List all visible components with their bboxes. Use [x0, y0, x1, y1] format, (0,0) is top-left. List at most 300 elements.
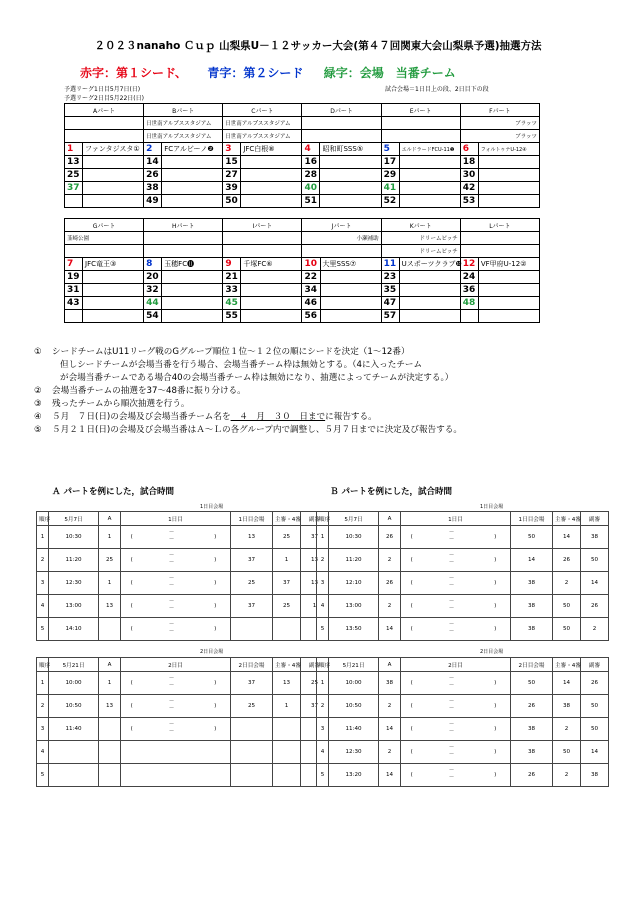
match-order: 4: [317, 741, 329, 764]
schedule-row: [317, 572, 609, 595]
away-team: 37: [231, 672, 273, 695]
draw-slot-team: [478, 169, 539, 182]
score-middle: － －: [423, 595, 481, 618]
kickoff-time: 14:10: [49, 618, 99, 641]
draw-slot-number: 16: [302, 156, 320, 169]
schedule-a-day1-label: 1日目会場: [200, 504, 224, 510]
score-open-paren: (: [121, 526, 143, 549]
draw-slot-team: [241, 297, 302, 310]
draw-table-bottom: [64, 218, 540, 323]
venue-cell: 小瀬補助: [302, 232, 381, 245]
schedule-header-cell: A: [379, 512, 401, 526]
score-open-paren: (: [121, 695, 143, 718]
venue-row: [65, 117, 540, 130]
note-text: ５月２１日(日)の会場及び会場当番はＡ～Ｌの各グループ内で調整し、５月７日までに決定及び報告する。: [52, 425, 462, 435]
kickoff-time: 13:20: [329, 764, 379, 787]
score-close-paren: ): [201, 718, 231, 741]
schedule-a-day1-table: [36, 511, 329, 641]
schedule-row: [37, 549, 329, 572]
referee-main: 50: [553, 741, 581, 764]
seed-team-name: Uスポーツクラブ❿: [399, 258, 460, 271]
schedule-header-cell: A: [99, 512, 121, 526]
home-team: 1: [99, 526, 121, 549]
away-team: 26: [511, 764, 553, 787]
kickoff-time: 11:20: [49, 549, 99, 572]
score-open-paren: (: [121, 549, 143, 572]
schedule-row: [37, 764, 329, 787]
venue-cell: 日世南アルプススタジアム: [144, 117, 223, 130]
away-team: 14: [511, 549, 553, 572]
away-team: 38: [511, 572, 553, 595]
score-open-paren: (: [401, 672, 423, 695]
away-team: 50: [511, 526, 553, 549]
note-line: [34, 346, 462, 359]
score-open-paren: (: [401, 695, 423, 718]
draw-slot-number: [65, 310, 83, 323]
home-team: 25: [99, 549, 121, 572]
note-line: [34, 398, 462, 411]
schedule-header-cell: 副審: [581, 658, 609, 672]
draw-slot-team: [320, 297, 381, 310]
home-team: 14: [379, 764, 401, 787]
match-order: 5: [37, 764, 49, 787]
note-mark: ④: [34, 412, 42, 422]
away-team: 38: [511, 618, 553, 641]
match-order: 2: [37, 549, 49, 572]
note-line: [34, 385, 462, 398]
seed-number: 10: [302, 258, 320, 271]
draw-slot-team: [83, 271, 144, 284]
note-deadline: ４ 月 ３０ 日まで: [230, 412, 326, 422]
draw-slot-number: 55: [223, 310, 241, 323]
match-order: 4: [37, 741, 49, 764]
part-header: Bパート: [144, 104, 223, 117]
venue-cell: [460, 245, 539, 258]
draw-slot-number: 20: [144, 271, 162, 284]
score-middle: － －: [423, 526, 481, 549]
draw-slot-team: [83, 195, 144, 208]
draw-slot-team: [320, 310, 381, 323]
draw-slot-team: [241, 284, 302, 297]
referee-main: 38: [553, 695, 581, 718]
draw-slot-team: [83, 182, 144, 195]
referee-assistant: 37: [301, 695, 329, 718]
draw-slot-number: 47: [381, 297, 399, 310]
schedule-header-cell: 1日目: [121, 512, 231, 526]
draw-slot-number: 21: [223, 271, 241, 284]
draw-slot-team: [162, 271, 223, 284]
seed-number: 12: [460, 258, 478, 271]
schedule-header-row: [37, 512, 329, 526]
draw-slot-number: 37: [65, 182, 83, 195]
match-order: 3: [317, 718, 329, 741]
match-order: 5: [37, 618, 49, 641]
note-mark: ⑤: [34, 425, 42, 435]
schedule-b-day1-table: [316, 511, 609, 641]
venue-cell: 韮崎公園: [65, 232, 144, 245]
schedule-header-row: [37, 658, 329, 672]
score-middle: － －: [423, 572, 481, 595]
kickoff-time: 13:00: [329, 595, 379, 618]
draw-table-top: [64, 103, 540, 208]
day2-date: 予選リーグ2日目5月22日(日): [64, 95, 144, 102]
score-open-paren: (: [401, 618, 423, 641]
away-team: 38: [511, 718, 553, 741]
page-title: ２０２３nanaho Ｃｕｐ 山梨県U－１２サッカー大会(第４７回関東大会山梨県予選)抽選方法: [94, 40, 542, 52]
schedule-row: [317, 695, 609, 718]
draw-slot-team: [478, 195, 539, 208]
venue-cell: 日世南アルプススタジアム: [223, 117, 302, 130]
kickoff-time: 11:20: [329, 549, 379, 572]
draw-slot-team: [83, 169, 144, 182]
score-open-paren: (: [121, 618, 143, 641]
schedule-header-cell: A: [99, 658, 121, 672]
home-team: 2: [379, 595, 401, 618]
seed-team-name: VF甲府U-12②: [478, 258, 539, 271]
home-team: 2: [379, 549, 401, 572]
part-header: Dパート: [302, 104, 381, 117]
schedule-header-cell: 順序: [37, 512, 49, 526]
venue-cell: 日世南アルプススタジアム: [223, 130, 302, 143]
seed-number: 3: [223, 143, 241, 156]
draw-slot-row: [65, 297, 540, 310]
referee-assistant: 26: [581, 672, 609, 695]
part-header: Lパート: [460, 219, 539, 232]
home-team: 2: [379, 695, 401, 718]
match-order: 2: [317, 695, 329, 718]
draw-slot-number: 27: [223, 169, 241, 182]
draw-slot-number: [65, 195, 83, 208]
schedule-row: [317, 526, 609, 549]
part-header-row: [65, 219, 540, 232]
seed-team-name: JFC白根⑧: [241, 143, 302, 156]
referee-assistant: 14: [581, 572, 609, 595]
score-middle: － －: [143, 718, 201, 741]
away-team: [231, 618, 273, 641]
draw-slot-team: [399, 297, 460, 310]
note-text: シードチームはU11リーグ戦のGグループ順位１位～１２位の順にシードを決定（1～12番）: [52, 347, 410, 357]
venue-cell: [302, 117, 381, 130]
schedule-a-title: Ａ パートを例にした，試合時間: [52, 487, 174, 497]
schedule-header-row: [317, 658, 609, 672]
referee-main: 2: [553, 572, 581, 595]
draw-slot-number: 18: [460, 156, 478, 169]
referee-main: [273, 741, 301, 764]
draw-slot-number: 23: [381, 271, 399, 284]
referee-main: 2: [553, 764, 581, 787]
score-close-paren: ): [201, 572, 231, 595]
referee-main: [273, 618, 301, 641]
seed-number: 7: [65, 258, 83, 271]
schedule-row: [37, 572, 329, 595]
seed-team-name: ファンタジスタ①: [83, 143, 144, 156]
note-line: [34, 372, 462, 385]
note-text: に報告する。: [325, 412, 377, 422]
score-close-paren: [201, 741, 231, 764]
venue-cell: [302, 245, 381, 258]
score-middle: － －: [143, 526, 201, 549]
home-team: [99, 618, 121, 641]
seed-team-name: 大里SSS⑦: [320, 258, 381, 271]
draw-slot-number: 34: [302, 284, 320, 297]
schedule-b-day2-label: 2日目会場: [480, 649, 504, 655]
home-team: 14: [379, 718, 401, 741]
score-close-paren: ): [481, 595, 511, 618]
score-open-paren: (: [401, 595, 423, 618]
note-line: [34, 424, 462, 437]
venue-note: 試合会場＝1日目上の段、2日目下の段: [385, 86, 489, 93]
draw-slot-team: [241, 182, 302, 195]
score-close-paren: ): [481, 764, 511, 787]
schedule-row: [317, 672, 609, 695]
seed-number: 9: [223, 258, 241, 271]
venue-cell: [144, 245, 223, 258]
venue-row: [65, 245, 540, 258]
draw-slot-team: [399, 271, 460, 284]
schedule-row: [37, 718, 329, 741]
note-text: 会場当番チームの抽選を37～48番に振り分ける。: [52, 386, 246, 396]
seed-team-name: 千塚FC⑥: [241, 258, 302, 271]
draw-slot-team: [399, 156, 460, 169]
draw-slot-number: 42: [460, 182, 478, 195]
draw-slot-row: [65, 310, 540, 323]
match-order: 4: [317, 595, 329, 618]
draw-slot-row: [65, 169, 540, 182]
draw-slot-number: 24: [460, 271, 478, 284]
schedule-row: [317, 764, 609, 787]
legend-venue-team: 緑字：会場 当番チーム: [323, 66, 456, 80]
schedule-header-cell: 2日目会場: [511, 658, 553, 672]
venue-cell: ブラッツ: [460, 117, 539, 130]
home-team: 13: [99, 595, 121, 618]
venue-cell: [144, 232, 223, 245]
draw-slot-number: 40: [302, 182, 320, 195]
referee-main: 14: [553, 526, 581, 549]
referee-main: 2: [553, 718, 581, 741]
seed-team-name: 玉穂FC⓫: [162, 258, 223, 271]
referee-main: [273, 718, 301, 741]
venue-cell: [65, 130, 144, 143]
match-order: 3: [37, 572, 49, 595]
schedule-row: [37, 741, 329, 764]
draw-slot-number: 36: [460, 284, 478, 297]
match-order: 1: [317, 526, 329, 549]
note-line: [34, 411, 462, 424]
draw-slot-team: [320, 156, 381, 169]
draw-slot-team: [162, 182, 223, 195]
seed-number: 8: [144, 258, 162, 271]
schedule-header-cell: 主審・4審: [553, 512, 581, 526]
score-middle: [143, 764, 201, 787]
part-header: Eパート: [381, 104, 460, 117]
draw-slot-team: [320, 169, 381, 182]
draw-slot-team: [241, 169, 302, 182]
schedule-row: [317, 549, 609, 572]
draw-slot-number: 28: [302, 169, 320, 182]
part-header: Hパート: [144, 219, 223, 232]
note-mark: ③: [34, 399, 42, 409]
match-order: 1: [37, 526, 49, 549]
score-open-paren: (: [121, 718, 143, 741]
schedule-header-cell: 1日目: [401, 512, 511, 526]
score-close-paren: ): [481, 526, 511, 549]
score-middle: － －: [143, 672, 201, 695]
seed-number: 6: [460, 143, 478, 156]
match-order: 1: [317, 672, 329, 695]
score-open-paren: (: [401, 549, 423, 572]
away-team: 26: [511, 695, 553, 718]
schedule-row: [37, 672, 329, 695]
kickoff-time: [49, 764, 99, 787]
draw-slot-team: [241, 195, 302, 208]
score-middle: － －: [143, 595, 201, 618]
referee-assistant: 2: [581, 618, 609, 641]
draw-slot-number: 25: [65, 169, 83, 182]
venue-cell: [381, 130, 460, 143]
note-text: 残ったチームから順次抽選を行う。: [52, 399, 190, 409]
home-team: [99, 764, 121, 787]
draw-slot-team: [162, 195, 223, 208]
kickoff-time: 12:10: [329, 572, 379, 595]
schedule-row: [317, 741, 609, 764]
draw-slot-team: [478, 297, 539, 310]
referee-assistant: 37: [301, 526, 329, 549]
away-team: [231, 741, 273, 764]
score-open-paren: (: [401, 526, 423, 549]
draw-slot-number: 53: [460, 195, 478, 208]
seed-row: [65, 143, 540, 156]
schedule-header-cell: 順序: [37, 658, 49, 672]
seed-row: [65, 258, 540, 271]
home-team: 38: [379, 672, 401, 695]
schedule-header-cell: 5月21日: [49, 658, 99, 672]
referee-assistant: 1: [301, 595, 329, 618]
match-order: 5: [317, 764, 329, 787]
home-team: [99, 741, 121, 764]
referee-assistant: 50: [581, 695, 609, 718]
seed-team-name: 昭和町SSS⑤: [320, 143, 381, 156]
score-middle: － －: [143, 618, 201, 641]
seed-number: 4: [302, 143, 320, 156]
seed-number: 11: [381, 258, 399, 271]
referee-main: 25: [273, 595, 301, 618]
seed-team-name: フォルトゥナU-12④: [478, 143, 539, 156]
referee-main: 25: [273, 526, 301, 549]
note-text: 但しシードチームが会場当番を行う場合、会場当番チーム枠は無効とする。（4に入ったチーム: [60, 360, 423, 370]
draw-slot-number: 44: [144, 297, 162, 310]
draw-slot-number: 30: [460, 169, 478, 182]
draw-slot-team: [478, 284, 539, 297]
schedule-row: [37, 695, 329, 718]
match-order: 2: [37, 695, 49, 718]
draw-slot-row: [65, 156, 540, 169]
referee-main: 13: [273, 672, 301, 695]
schedule-header-cell: 5月7日: [329, 512, 379, 526]
score-middle: － －: [143, 549, 201, 572]
part-header-row: [65, 104, 540, 117]
part-header: Fパート: [460, 104, 539, 117]
schedule-header-cell: 順序: [317, 658, 329, 672]
score-open-paren: (: [121, 572, 143, 595]
draw-slot-number: 50: [223, 195, 241, 208]
draw-slot-team: [399, 169, 460, 182]
home-team: 2: [379, 741, 401, 764]
draw-slot-number: 49: [144, 195, 162, 208]
draw-slot-number: 56: [302, 310, 320, 323]
away-team: 38: [511, 741, 553, 764]
draw-slot-team: [241, 310, 302, 323]
seed-team-name: JFC竜王③: [83, 258, 144, 271]
schedule-header-cell: 副審: [581, 512, 609, 526]
referee-main: 26: [553, 549, 581, 572]
draw-slot-team: [399, 310, 460, 323]
draw-slot-team: [478, 310, 539, 323]
kickoff-time: 10:30: [49, 526, 99, 549]
score-open-paren: (: [121, 672, 143, 695]
away-team: [231, 764, 273, 787]
draw-slot-team: [399, 195, 460, 208]
draw-slot-number: 38: [144, 182, 162, 195]
venue-cell: [460, 232, 539, 245]
referee-assistant: 50: [581, 549, 609, 572]
draw-slot-team: [83, 310, 144, 323]
schedule-header-cell: 1日目会場: [231, 512, 273, 526]
draw-slot-number: 15: [223, 156, 241, 169]
schedule-header-cell: 5月7日: [49, 512, 99, 526]
draw-slot-team: [162, 169, 223, 182]
kickoff-time: [49, 741, 99, 764]
draw-slot-team: [320, 195, 381, 208]
score-middle: － －: [143, 695, 201, 718]
away-team: 37: [231, 595, 273, 618]
score-middle: － －: [423, 718, 481, 741]
draw-slot-number: 29: [381, 169, 399, 182]
kickoff-time: 13:50: [329, 618, 379, 641]
referee-main: 50: [553, 595, 581, 618]
draw-slot-number: 17: [381, 156, 399, 169]
kickoff-time: 12:30: [329, 741, 379, 764]
match-order: 4: [37, 595, 49, 618]
referee-assistant: 13: [301, 549, 329, 572]
schedule-header-cell: 2日目: [401, 658, 511, 672]
home-team: 14: [379, 618, 401, 641]
draw-slot-number: 31: [65, 284, 83, 297]
venue-cell: ドリームピッチ: [381, 232, 460, 245]
score-middle: － －: [423, 672, 481, 695]
kickoff-time: 10:00: [329, 672, 379, 695]
referee-main: 14: [553, 672, 581, 695]
schedule-header-cell: 副審: [301, 658, 329, 672]
schedule-header-cell: 2日目会場: [231, 658, 273, 672]
away-team: [231, 718, 273, 741]
score-close-paren: ): [481, 549, 511, 572]
venue-cell: ドリームピッチ: [381, 245, 460, 258]
referee-assistant: 13: [301, 572, 329, 595]
draw-slot-number: 33: [223, 284, 241, 297]
schedule-a-day2-table: [36, 657, 329, 787]
draw-slot-team: [320, 271, 381, 284]
score-open-paren: [121, 764, 143, 787]
venue-cell: [223, 245, 302, 258]
score-close-paren: ): [201, 526, 231, 549]
schedule-header-cell: 1日目会場: [511, 512, 553, 526]
match-order: 5: [317, 618, 329, 641]
home-team: 26: [379, 572, 401, 595]
draw-slot-team: [399, 284, 460, 297]
note-line: [34, 359, 462, 372]
home-team: 1: [99, 572, 121, 595]
match-order: 2: [317, 549, 329, 572]
